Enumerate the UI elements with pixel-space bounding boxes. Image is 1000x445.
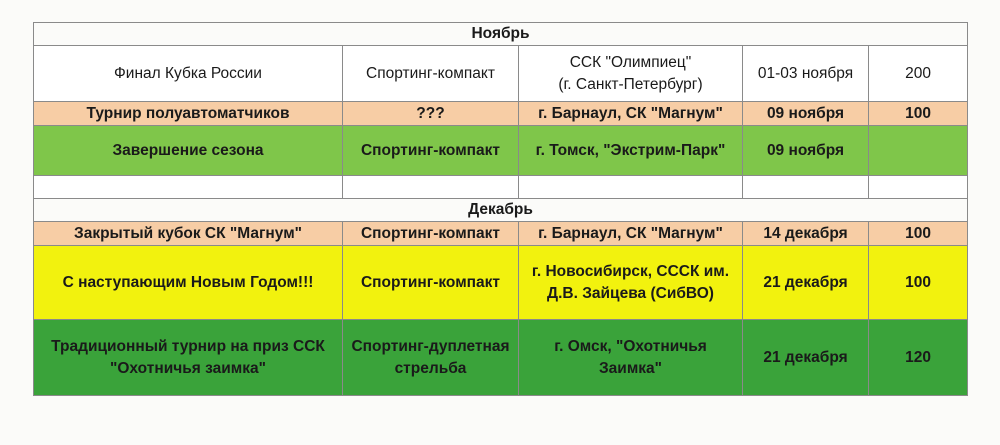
venue-line: Д.В. Зайцева (СибВО) xyxy=(547,284,714,302)
date-cell: 09 ноября xyxy=(743,102,869,126)
empty-row xyxy=(34,176,968,199)
event-cell xyxy=(34,320,343,396)
month-header-november: Ноябрь xyxy=(34,23,968,46)
count-cell: 100 xyxy=(869,102,968,126)
empty-cell xyxy=(343,176,519,199)
venue-line: г. Новосибирск, СССК им. xyxy=(531,262,730,280)
event-line: Традиционный турнир на приз ССК xyxy=(51,337,325,355)
venue-cell xyxy=(519,246,743,320)
venue-line: г. Омск, "Охотничья xyxy=(554,337,707,355)
count-cell xyxy=(869,126,968,176)
month-header-row xyxy=(34,199,968,222)
count-cell: 200 xyxy=(869,46,968,102)
event-cell: Турнир полуавтоматчиков xyxy=(34,102,343,126)
discipline-cell: Спортинг-компакт xyxy=(343,126,519,176)
table-row xyxy=(34,246,968,320)
month-header-row xyxy=(34,23,968,46)
discipline-cell: Спортинг-компакт xyxy=(343,222,519,246)
discipline-cell: Спортинг-компакт xyxy=(343,246,519,320)
table-row xyxy=(34,46,968,102)
discipline-cell: Спортинг-компакт xyxy=(343,46,519,102)
venue-cell: г. Барнаул, СК "Магнум" xyxy=(519,222,743,246)
venue-line: ССК "Олимпиец" xyxy=(569,53,692,71)
venue-cell: г. Томск, "Экстрим-Парк" xyxy=(519,126,743,176)
venue-cell: г. Барнаул, СК "Магнум" xyxy=(519,102,743,126)
date-cell: 01-03 ноября xyxy=(743,46,869,102)
discipline-cell xyxy=(343,320,519,396)
event-schedule-table xyxy=(33,22,968,396)
venue-cell xyxy=(519,320,743,396)
discipline-line: Спортинг-дуплетная xyxy=(351,337,510,355)
table-row xyxy=(34,102,968,126)
date-cell: 09 ноября xyxy=(743,126,869,176)
event-line: "Охотничья заимка" xyxy=(110,359,266,377)
date-cell: 14 декабря xyxy=(743,222,869,246)
venue-line: Заимка" xyxy=(598,359,663,377)
venue-cell xyxy=(519,46,743,102)
count-cell: 100 xyxy=(869,246,968,320)
event-cell: Завершение сезона xyxy=(34,126,343,176)
date-cell: 21 декабря xyxy=(743,320,869,396)
empty-cell xyxy=(34,176,343,199)
table-row xyxy=(34,222,968,246)
count-cell: 100 xyxy=(869,222,968,246)
month-header-december: Декабрь xyxy=(34,199,968,222)
table-row xyxy=(34,320,968,396)
event-cell: Закрытый кубок СК "Магнум" xyxy=(34,222,343,246)
discipline-cell: ??? xyxy=(343,102,519,126)
empty-cell xyxy=(519,176,743,199)
venue-line: (г. Санкт-Петербург) xyxy=(558,75,703,93)
event-cell: С наступающим Новым Годом!!! xyxy=(34,246,343,320)
discipline-line: стрельба xyxy=(394,359,467,377)
date-cell: 21 декабря xyxy=(743,246,869,320)
empty-cell xyxy=(743,176,869,199)
empty-cell xyxy=(869,176,968,199)
event-cell: Финал Кубка России xyxy=(34,46,343,102)
table-row xyxy=(34,126,968,176)
count-cell: 120 xyxy=(869,320,968,396)
